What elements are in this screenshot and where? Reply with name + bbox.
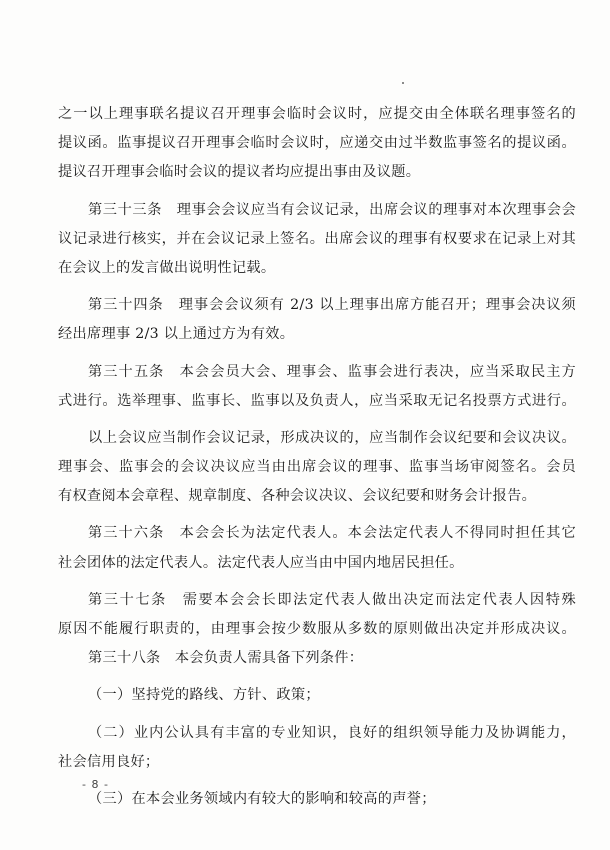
text-line: 以上会议应当制作会议记录，形成决议的，应当制作会议纪要和会议决议。: [88, 429, 576, 446]
article-35-line: 第三十五条 本会会员大会、理事会、监事会进行表决，应当采取民主方: [88, 363, 576, 380]
text-line: 原因不能履行职责的，由理事会按少数服从多数的原则做出决定并形成决议。: [58, 621, 576, 637]
text-line: 议记录进行核实，并在会议记录上签名。出席会议的理事有权要求在记录上对其: [58, 230, 576, 247]
text-line: 式进行。选举理事、监事长、监事以及负责人，应当采取无记名投票方式进行。: [58, 392, 576, 409]
text-line: 社会信用良好；: [58, 753, 160, 770]
page-number: - 8 -: [82, 778, 109, 791]
article-38-line: 第三十八条 本会负责人需具备下列条件：: [88, 650, 364, 667]
text-line: 在会议上的发言做出说明性记载。: [58, 259, 276, 276]
text-line: 理事会、监事会的会议决议应当由出席会议的理事、监事当场审阅签名。会员: [58, 459, 576, 476]
document-body: [58, 100, 576, 814]
article-33-line: 第三十三条 理事会会议应当有会议记录，出席会议的理事对本次理事会会: [88, 201, 576, 218]
text-line: 社会团体的法定代表人。法定代表人应当由中国内地居民担任。: [58, 554, 464, 571]
text-line: 有权查阅本会章程、规章制度、各种会议决议、会议纪要和财务会计报告。: [58, 488, 537, 505]
article-37-line: 第三十七条 需要本会会长即法定代表人做出决定而法定代表人因特殊: [88, 591, 576, 608]
article-36-line: 第三十六条 本会会长为法定代表人。本会法定代表人不得同时担任其它: [88, 525, 576, 542]
text-line: 经出席理事 2/3 以上通过方为有效。: [58, 326, 295, 343]
text-line: 之一以上理事联名提议召开理事会临时会议时，应提交由全体联名理事签名的: [58, 106, 576, 122]
article-34-line: 第三十四条 理事会会议须有 2/3 以上理事出席方能召开；理事会决议须: [88, 297, 576, 314]
scan-speck: [402, 82, 404, 84]
list-item: （二）业内公认具有丰富的专业知识，良好的组织领导能力及协调能力，: [88, 724, 576, 741]
text-line: 提议召开理事会临时会议的提议者均应提出事由及议题。: [58, 164, 421, 181]
text-line: 提议函。监事提议召开理事会临时会议时，应递交由过半数监事签名的提议函。: [58, 135, 576, 152]
list-item: （一）坚持党的路线、方针、政策；: [88, 687, 320, 704]
list-item: （三）在本会业务领域内有较大的影响和较高的声誉；: [88, 790, 436, 807]
